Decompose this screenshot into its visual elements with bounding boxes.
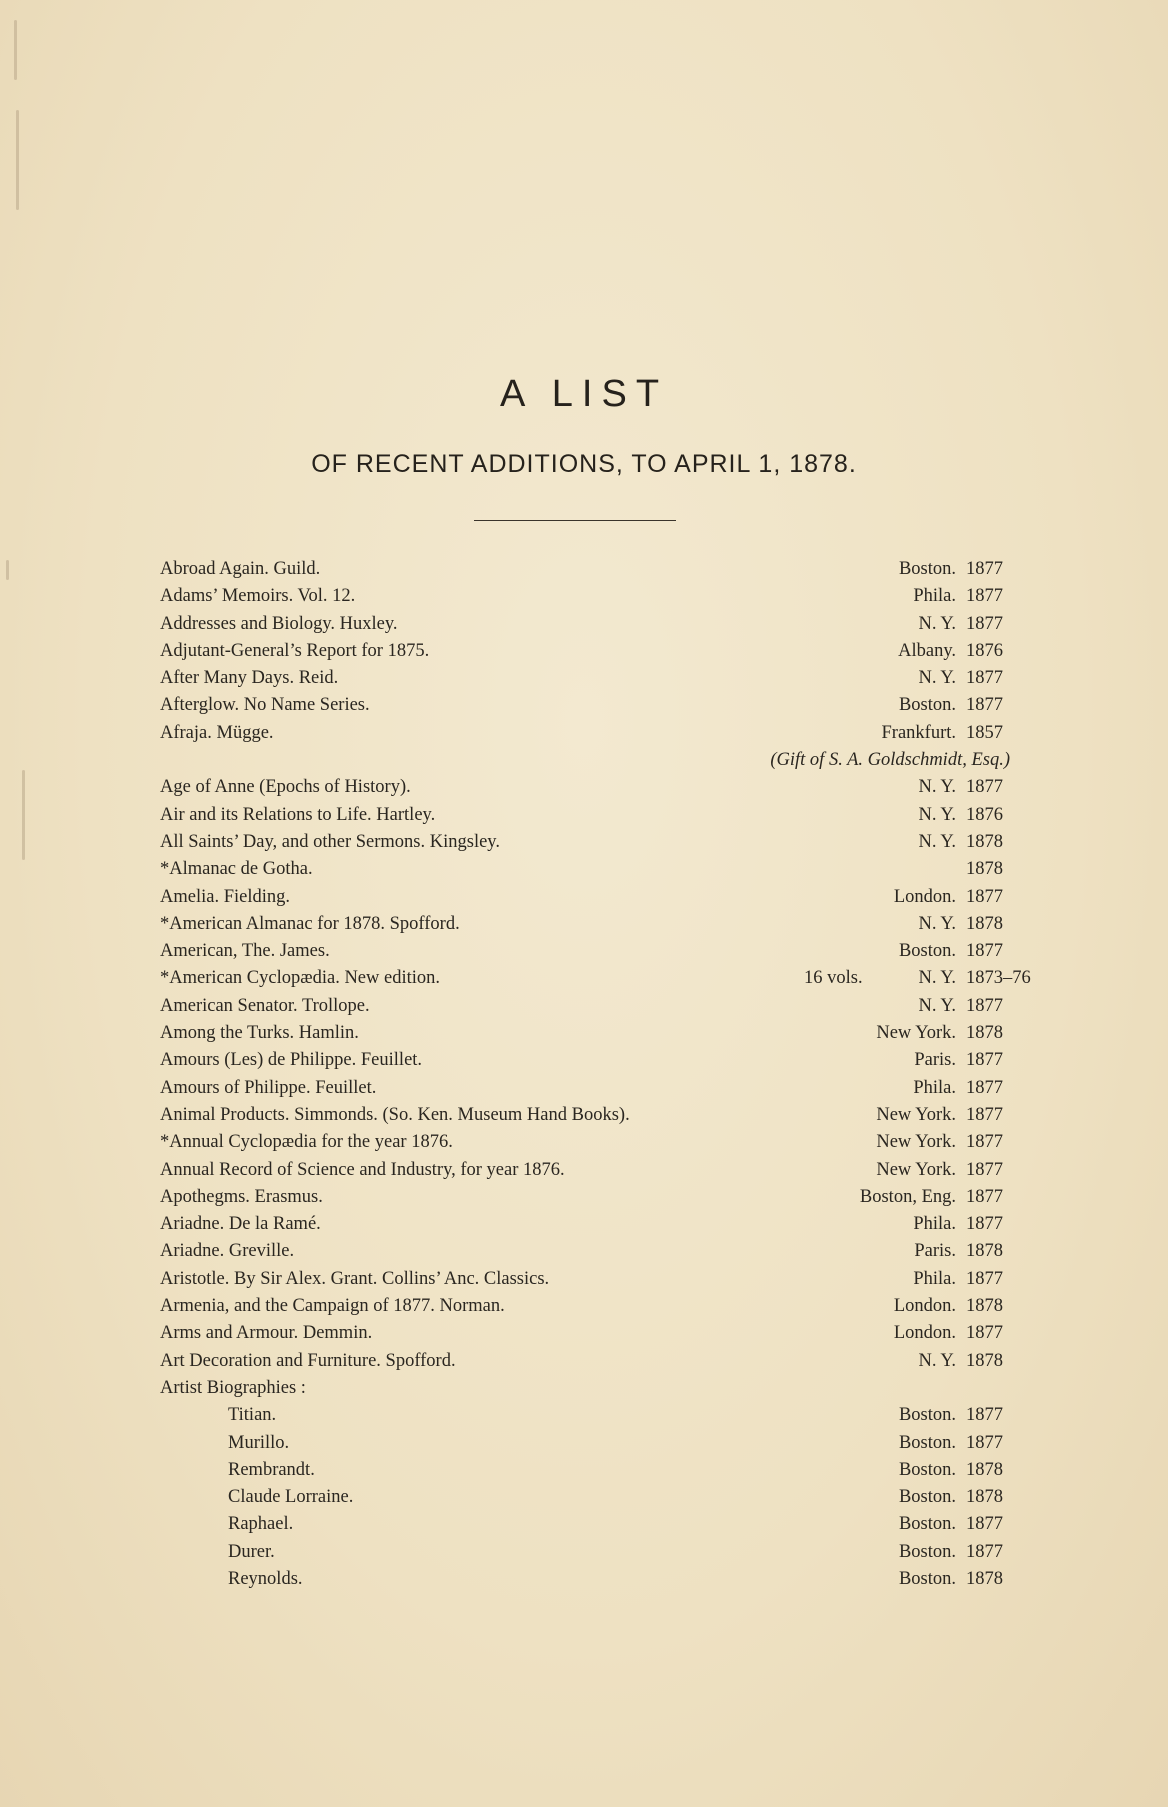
entry-title: Raphael. xyxy=(228,1514,294,1535)
entry-title: Addresses and Biology. Huxley. xyxy=(160,613,398,634)
entry-year: 1873–76 xyxy=(966,968,1031,989)
entry-title: Arms and Armour. Demmin. xyxy=(160,1323,373,1344)
additions-list xyxy=(160,556,1031,1593)
entry-place: Boston. xyxy=(898,1432,956,1453)
entry-year: 1878 xyxy=(966,1241,1003,1262)
entry-year: 1878 xyxy=(966,1568,1003,1589)
entry-title: Armenia, and the Campaign of 1877. Norman. xyxy=(160,1296,505,1317)
entry-title: Art Decoration and Furniture. Spofford. xyxy=(160,1350,456,1371)
entry-place: London. xyxy=(893,1296,956,1317)
entry-title: Animal Products. Simmonds. (So. Ken. Museum Hand Books). xyxy=(160,1104,630,1125)
entry-title: Air and its Relations to Life. Hartley. xyxy=(160,804,436,825)
list-item xyxy=(160,1457,1020,1484)
entry-title: All Saints’ Day, and other Sermons. Kingsley. xyxy=(160,831,500,852)
list-item xyxy=(160,829,1020,856)
entry-place: N. Y. xyxy=(918,913,956,934)
entry-title: *American Almanac for 1878. Spofford. xyxy=(160,913,460,934)
entry-place: Phila. xyxy=(913,586,956,607)
list-item xyxy=(160,1320,1020,1347)
entry-title: Abroad Again. Guild. xyxy=(160,559,321,579)
list-item xyxy=(160,665,1020,692)
entry-year: 1877 xyxy=(966,1104,1003,1125)
list-item xyxy=(160,1539,1020,1566)
entry-place: N. Y. xyxy=(918,995,956,1016)
entry-place: Paris. xyxy=(914,1241,956,1262)
entry-place: Boston. xyxy=(898,1405,956,1426)
entry-title: Claude Lorraine. xyxy=(228,1487,354,1508)
entry-place: N. Y. xyxy=(918,968,956,989)
gift-note xyxy=(160,747,1020,774)
list-item xyxy=(160,1184,1020,1211)
entry-year: 1876 xyxy=(966,804,1003,825)
list-item xyxy=(160,1484,1020,1511)
entry-place: N. Y. xyxy=(918,777,956,798)
gift-note-text: (Gift of S. A. Goldschmidt, Esq.) xyxy=(770,750,1010,771)
list-item xyxy=(160,774,1020,801)
list-item xyxy=(160,856,1020,883)
entry-title: Murillo. xyxy=(228,1432,290,1453)
entry-year: 1878 xyxy=(966,1350,1003,1371)
list-item xyxy=(160,611,1020,638)
entry-title: Amours of Philippe. Feuillet. xyxy=(160,1077,377,1098)
entry-place: Phila. xyxy=(913,1077,956,1098)
entry-place: Phila. xyxy=(913,1214,956,1235)
entry-title: Reynolds. xyxy=(228,1568,303,1589)
entry-title: Afterglow. No Name Series. xyxy=(160,695,370,716)
entry-year: 1877 xyxy=(966,777,1003,798)
list-item xyxy=(160,993,1020,1020)
entry-title: Durer. xyxy=(228,1541,275,1562)
entry-place: Paris. xyxy=(914,1050,956,1071)
entry-title: Apothegms. Erasmus. xyxy=(160,1186,323,1207)
entry-title: Artist Biographies : xyxy=(160,1377,306,1398)
entry-title: Aristotle. By Sir Alex. Grant. Collins’ Anc. Classics. xyxy=(160,1268,550,1289)
list-item xyxy=(160,1402,1020,1429)
left-edge-mark xyxy=(16,110,19,210)
left-edge-mark xyxy=(22,770,25,860)
list-item xyxy=(160,1157,1020,1184)
entry-place: Boston. xyxy=(898,559,956,579)
entry-year: 1877 xyxy=(966,668,1003,689)
entry-year: 1877 xyxy=(966,1432,1003,1453)
entry-volumes: 16 vols. xyxy=(804,968,863,989)
list-item xyxy=(160,1129,1020,1156)
entry-title: Amelia. Fielding. xyxy=(160,886,290,907)
entry-title: Age of Anne (Epochs of History). xyxy=(160,777,411,798)
list-item xyxy=(160,1266,1020,1293)
entry-place: N. Y. xyxy=(918,1350,956,1371)
entry-title: Adams’ Memoirs. Vol. 12. xyxy=(160,586,356,607)
entry-title: Rembrandt. xyxy=(228,1459,315,1480)
entry-place: N. Y. xyxy=(918,668,956,689)
entry-place: Boston. xyxy=(898,1487,956,1508)
entry-year: 1877 xyxy=(966,1541,1003,1562)
left-edge-mark xyxy=(6,560,9,580)
entry-place: Boston. xyxy=(898,695,956,716)
entry-title: American Senator. Trollope. xyxy=(160,995,370,1016)
entry-place: Albany. xyxy=(898,640,956,661)
entry-title: Ariadne. Greville. xyxy=(160,1241,295,1262)
entry-title: After Many Days. Reid. xyxy=(160,668,339,689)
entry-title: Adjutant-General’s Report for 1875. xyxy=(160,640,430,661)
list-item xyxy=(160,802,1020,829)
entry-year: 1878 xyxy=(966,913,1003,934)
list-item xyxy=(160,1075,1020,1102)
entry-year: 1878 xyxy=(966,1296,1003,1317)
entry-title: *Annual Cyclopædia for the year 1876. xyxy=(160,1132,453,1153)
list-item xyxy=(160,884,1020,911)
entry-year: 1878 xyxy=(966,831,1003,852)
list-item xyxy=(160,1238,1020,1265)
list-item xyxy=(160,1566,1020,1593)
page-title: A LIST xyxy=(499,373,669,415)
list-item xyxy=(160,1293,1020,1320)
list-item xyxy=(160,1511,1020,1538)
entry-year: 1877 xyxy=(966,586,1003,607)
list-item xyxy=(160,638,1020,665)
list-item xyxy=(160,556,1020,583)
entry-place: New York. xyxy=(876,1132,956,1153)
entry-title: Ariadne. De la Ramé. xyxy=(160,1214,321,1235)
page-subtitle: OF RECENT ADDITIONS, TO APRIL 1, 1878. xyxy=(311,450,857,478)
list-item xyxy=(160,1047,1020,1074)
entry-year: 1877 xyxy=(966,1132,1003,1153)
list-item xyxy=(160,965,1031,992)
entry-year: 1877 xyxy=(966,1186,1003,1207)
entry-place: N. Y. xyxy=(918,804,956,825)
entry-place: Boston. xyxy=(898,1541,956,1562)
entry-year: 1877 xyxy=(966,1268,1003,1289)
entry-place: New York. xyxy=(876,1023,956,1044)
entry-place: N. Y. xyxy=(918,613,956,634)
entry-place: Boston, Eng. xyxy=(859,1186,956,1207)
entry-year: 1877 xyxy=(966,559,1003,579)
entry-title: Amours (Les) de Philippe. Feuillet. xyxy=(160,1050,423,1071)
entry-place: London. xyxy=(893,1323,956,1344)
entry-year: 1877 xyxy=(966,1514,1003,1535)
entry-place: Frankfurt. xyxy=(881,722,956,743)
entry-year: 1877 xyxy=(966,1077,1003,1098)
entry-year: 1876 xyxy=(966,640,1003,661)
list-item xyxy=(160,938,1020,965)
list-item xyxy=(160,720,1020,747)
entry-year: 1877 xyxy=(966,941,1003,962)
entry-year: 1857 xyxy=(966,722,1003,743)
entry-year: 1877 xyxy=(966,1050,1003,1071)
entry-year: 1877 xyxy=(966,1159,1003,1180)
entry-year: 1877 xyxy=(966,995,1003,1016)
list-item xyxy=(160,911,1020,938)
entry-place: New York. xyxy=(876,1104,956,1125)
entry-year: 1878 xyxy=(966,859,1003,880)
entry-place: Boston. xyxy=(898,1514,956,1535)
list-item xyxy=(160,1430,1020,1457)
left-edge-mark xyxy=(14,20,17,80)
entry-year: 1877 xyxy=(966,1405,1003,1426)
entry-place: New York. xyxy=(876,1159,956,1180)
entry-year: 1878 xyxy=(966,1459,1003,1480)
entry-title: *American Cyclopædia. New edition. xyxy=(160,968,441,989)
entry-place: Boston. xyxy=(898,941,956,962)
list-item xyxy=(160,692,1020,719)
list-item xyxy=(160,1348,1020,1375)
list-item xyxy=(160,1020,1020,1047)
entry-title: Among the Turks. Hamlin. xyxy=(160,1023,359,1044)
list-item xyxy=(160,1375,1020,1402)
entry-place: Boston. xyxy=(898,1459,956,1480)
entry-place: Phila. xyxy=(913,1268,956,1289)
entry-year: 1877 xyxy=(966,886,1003,907)
entry-title: *Almanac de Gotha. xyxy=(160,859,313,880)
entry-place: Boston. xyxy=(898,1568,956,1589)
list-item xyxy=(160,1211,1020,1238)
entry-place: N. Y. xyxy=(918,831,956,852)
entry-year: 1877 xyxy=(966,695,1003,716)
entry-year: 1878 xyxy=(966,1487,1003,1508)
list-item xyxy=(160,1102,1020,1129)
list-item xyxy=(160,583,1020,610)
entry-title: Titian. xyxy=(228,1405,277,1426)
entry-title: Afraja. Mügge. xyxy=(160,722,274,743)
entry-year: 1877 xyxy=(966,1323,1003,1344)
entry-title: Annual Record of Science and Industry, for year 1876. xyxy=(160,1159,565,1180)
entry-place: London. xyxy=(893,886,956,907)
entry-title: American, The. James. xyxy=(160,941,330,962)
entry-year: 1877 xyxy=(966,613,1003,634)
entry-year: 1877 xyxy=(966,1214,1003,1235)
title-rule xyxy=(474,520,676,521)
entry-year: 1878 xyxy=(966,1023,1003,1044)
